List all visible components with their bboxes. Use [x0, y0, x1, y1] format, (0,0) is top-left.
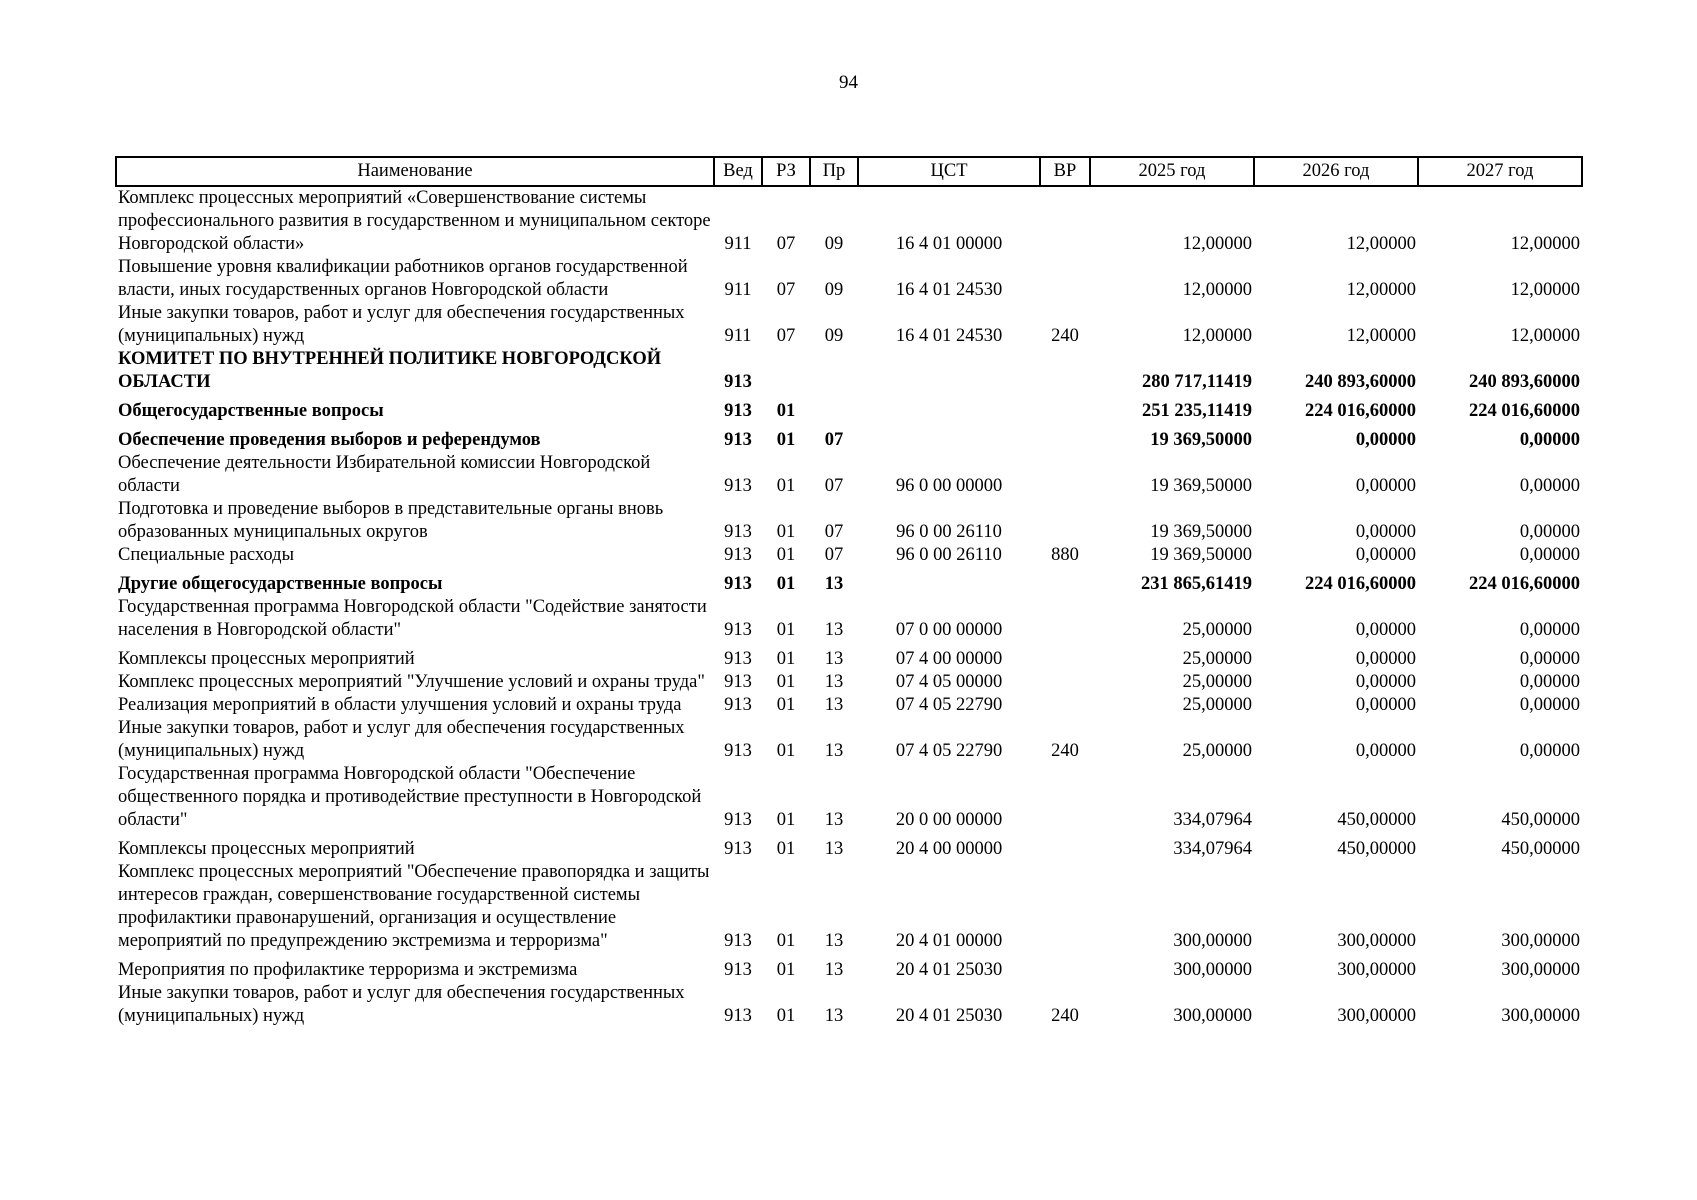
cell-2026: 0,00000: [1355, 620, 1416, 640]
table-row: [116, 394, 1582, 423]
cell-pr: 07: [824, 545, 844, 565]
cell-ved: 911: [724, 234, 752, 254]
cell-vr: [1040, 642, 1090, 671]
cell-pr: 13: [824, 649, 844, 669]
cell-ved: 913: [724, 476, 752, 496]
cell-2027: 224 016,60000: [1469, 574, 1580, 594]
cell-cst: [858, 567, 1040, 596]
table-row: [116, 832, 1582, 861]
cell-vr: [1040, 186, 1090, 256]
cell-vr: [1040, 861, 1090, 953]
cell-name: Повышение уровня квалификации работников органов государственной власти, иных государственных органов Новгородской области: [118, 257, 688, 300]
cell-2025: 251 235,11419: [1142, 401, 1252, 421]
table-row: [116, 763, 1582, 832]
cell-2025: 25,00000: [1182, 741, 1252, 761]
cell-pr: 07: [824, 430, 844, 450]
cell-vr: [1040, 763, 1090, 832]
cell-2025: 25,00000: [1182, 695, 1252, 715]
cell-2025: 300,00000: [1173, 931, 1252, 951]
cell-rz: 01: [776, 839, 796, 859]
cell-ved: 913: [724, 839, 752, 859]
cell-pr: 13: [824, 810, 844, 830]
cell-cst: [858, 423, 1040, 452]
cell-vr: [1040, 596, 1090, 642]
cell-2027: 12,00000: [1510, 234, 1580, 254]
cell-vr: [1040, 394, 1090, 423]
table-row: [116, 953, 1582, 982]
cell-vr: 240: [1051, 1006, 1079, 1026]
cell-pr: 13: [824, 574, 844, 594]
cell-2025: 25,00000: [1182, 620, 1252, 640]
cell-ved: 913: [724, 931, 752, 951]
cell-rz: 01: [776, 1006, 796, 1026]
cell-pr: 07: [824, 522, 844, 542]
cell-cst: 96 0 00 26110: [896, 522, 1002, 542]
cell-name: Комплекс процессных мероприятий «Совершенствование системы профессионального развития в государственном и муниципальном секторе Новгородской области»: [118, 188, 711, 254]
cell-ved: 911: [724, 326, 752, 346]
cell-vr: 880: [1051, 545, 1079, 565]
cell-cst: 96 0 00 26110: [896, 545, 1002, 565]
cell-name: КОМИТЕТ ПО ВНУТРЕННЕЙ ПОЛИТИКЕ НОВГОРОДСКОЙ ОБЛАСТИ: [118, 349, 662, 392]
cell-rz: 01: [776, 522, 796, 542]
cell-vr: [1040, 348, 1090, 394]
cell-2025: 231 865,61419: [1141, 574, 1252, 594]
cell-ved: 911: [724, 280, 752, 300]
cell-2027: 0,00000: [1519, 649, 1580, 669]
cell-2025: 19 369,50000: [1150, 476, 1252, 496]
cell-ved: 913: [724, 545, 752, 565]
cell-2026: 12,00000: [1346, 326, 1416, 346]
cell-cst: 07 4 00 00000: [895, 649, 1003, 669]
cell-rz: 01: [776, 672, 796, 692]
header-pr: Пр: [810, 157, 858, 186]
cell-cst: 16 4 01 24530: [895, 326, 1003, 346]
cell-2025: 12,00000: [1182, 326, 1252, 346]
cell-vr: [1040, 567, 1090, 596]
table-row: [116, 498, 1582, 544]
budget-table: [115, 156, 1583, 1028]
cell-2026: 12,00000: [1346, 234, 1416, 254]
cell-pr: 09: [824, 234, 844, 254]
header-ved: Вед: [714, 157, 762, 186]
cell-cst: 20 4 01 25030: [895, 1006, 1003, 1026]
cell-ved: 913: [724, 574, 752, 594]
cell-cst: 96 0 00 00000: [895, 476, 1003, 496]
cell-rz: 01: [776, 810, 796, 830]
cell-2027: 0,00000: [1519, 545, 1580, 565]
cell-cst: 07 4 05 00000: [895, 672, 1003, 692]
table-row: [116, 982, 1582, 1028]
table-row: [116, 861, 1582, 953]
cell-vr: [1040, 498, 1090, 544]
cell-2027: 0,00000: [1519, 430, 1580, 450]
table-row: [116, 642, 1582, 671]
cell-ved: 913: [724, 1006, 752, 1026]
cell-cst: 16 4 01 00000: [895, 234, 1003, 254]
cell-2027: 240 893,60000: [1469, 372, 1580, 392]
cell-vr: [1040, 256, 1090, 302]
cell-cst: 20 4 01 00000: [895, 931, 1003, 951]
cell-cst: 16 4 01 24530: [895, 280, 1003, 300]
cell-ved: 913: [724, 741, 752, 761]
header-vr: ВР: [1040, 157, 1090, 186]
cell-ved: 913: [724, 649, 752, 669]
cell-name: Общегосударственные вопросы: [118, 401, 384, 421]
cell-2027: 450,00000: [1501, 810, 1580, 830]
cell-2025: 12,00000: [1182, 234, 1252, 254]
cell-2026: 0,00000: [1355, 741, 1416, 761]
cell-ved: 913: [724, 695, 752, 715]
table-row: [116, 567, 1582, 596]
cell-pr: [810, 394, 858, 423]
cell-2025: 19 369,50000: [1150, 522, 1252, 542]
cell-pr: 13: [824, 620, 844, 640]
cell-2027: 12,00000: [1510, 280, 1580, 300]
cell-2025: 19 369,50000: [1150, 545, 1252, 565]
cell-2027: 0,00000: [1519, 620, 1580, 640]
cell-pr: 13: [824, 741, 844, 761]
cell-2027: 0,00000: [1519, 672, 1580, 692]
cell-name: Комплекс процессных мероприятий "Обеспечение правопорядка и защиты интересов граждан, совершенствование государственной системы профилактики правонарушений, организация и осуществление мероприятий по предупреждению экстремизма и терроризма": [118, 862, 710, 951]
cell-2025: 280 717,11419: [1142, 372, 1252, 392]
cell-rz: 01: [776, 960, 796, 980]
cell-ved: 913: [724, 430, 752, 450]
cell-rz: 01: [776, 620, 796, 640]
cell-name: Обеспечение проведения выборов и референдумов: [118, 430, 541, 450]
cell-2025: 300,00000: [1173, 1006, 1252, 1026]
cell-2027: 300,00000: [1501, 931, 1580, 951]
cell-2027: 0,00000: [1519, 476, 1580, 496]
cell-2027: 0,00000: [1519, 522, 1580, 542]
cell-rz: 01: [776, 545, 796, 565]
cell-vr: 240: [1051, 741, 1079, 761]
cell-2025: 334,07964: [1173, 810, 1252, 830]
cell-name: Обеспечение деятельности Избирательной комиссии Новгородской области: [118, 453, 651, 496]
cell-name: Реализация мероприятий в области улучшения условий и охраны труда: [118, 695, 682, 715]
cell-ved: 913: [724, 960, 752, 980]
cell-2026: 0,00000: [1355, 476, 1416, 496]
cell-ved: 913: [724, 620, 752, 640]
table-row: [116, 671, 1582, 694]
cell-2026: 300,00000: [1337, 931, 1416, 951]
cell-name: Мероприятия по профилактике терроризма и экстремизма: [118, 960, 578, 980]
cell-rz: 01: [776, 401, 796, 421]
cell-2027: 224 016,60000: [1469, 401, 1580, 421]
cell-name: Подготовка и проведение выборов в представительные органы вновь образованных муниципальных округов: [118, 499, 664, 542]
cell-2026: 0,00000: [1355, 649, 1416, 669]
cell-2026: 12,00000: [1346, 280, 1416, 300]
cell-name: Комплекс процессных мероприятий "Улучшение условий и охраны труда": [118, 672, 705, 692]
cell-pr: 09: [824, 280, 844, 300]
table-row: [116, 694, 1582, 717]
cell-rz: 01: [776, 574, 796, 594]
cell-name: Иные закупки товаров, работ и услуг для обеспечения государственных (муниципальных) нужд: [118, 303, 685, 346]
cell-2026: 300,00000: [1337, 1006, 1416, 1026]
table-row: [116, 544, 1582, 567]
cell-ved: 913: [724, 522, 752, 542]
cell-name: Специальные расходы: [118, 545, 294, 565]
header-rz: РЗ: [762, 157, 810, 186]
cell-name: Комплексы процессных мероприятий: [118, 649, 415, 669]
cell-ved: 913: [724, 372, 752, 392]
table-header-row: [116, 157, 1582, 186]
cell-pr: 13: [824, 960, 844, 980]
cell-rz: 07: [776, 280, 796, 300]
cell-pr: 13: [824, 695, 844, 715]
cell-vr: [1040, 671, 1090, 694]
cell-2026: 0,00000: [1355, 672, 1416, 692]
cell-cst: 20 4 01 25030: [895, 960, 1003, 980]
table-row: [116, 717, 1582, 763]
cell-name: Иные закупки товаров, работ и услуг для обеспечения государственных (муниципальных) нужд: [118, 718, 685, 761]
cell-2027: 450,00000: [1501, 839, 1580, 859]
cell-name: Государственная программа Новгородской области "Содействие занятости населения в Новгородской области": [118, 597, 707, 640]
cell-cst: 20 0 00 00000: [895, 810, 1003, 830]
cell-2025: 334,07964: [1173, 839, 1252, 859]
cell-cst: 07 0 00 00000: [895, 620, 1003, 640]
cell-2026: 450,00000: [1337, 839, 1416, 859]
cell-cst: 20 4 00 00000: [895, 839, 1003, 859]
cell-2026: 300,00000: [1337, 960, 1416, 980]
cell-pr: [810, 348, 858, 394]
cell-2027: 0,00000: [1519, 741, 1580, 761]
table-row: [116, 596, 1582, 642]
cell-pr: 09: [824, 326, 844, 346]
cell-2025: 300,00000: [1173, 960, 1252, 980]
cell-2027: 0,00000: [1519, 695, 1580, 715]
cell-2026: 224 016,60000: [1305, 574, 1416, 594]
cell-cst: [858, 348, 1040, 394]
cell-vr: [1040, 832, 1090, 861]
cell-rz: 01: [776, 430, 796, 450]
cell-2026: 0,00000: [1355, 545, 1416, 565]
cell-rz: 07: [776, 326, 796, 346]
cell-name: Другие общегосударственные вопросы: [118, 574, 443, 594]
cell-2027: 300,00000: [1501, 1006, 1580, 1026]
cell-2025: 12,00000: [1182, 280, 1252, 300]
cell-vr: [1040, 953, 1090, 982]
table-row: [116, 348, 1582, 394]
cell-ved: 913: [724, 672, 752, 692]
table-row: [116, 186, 1582, 256]
cell-pr: 13: [824, 839, 844, 859]
cell-pr: 07: [824, 476, 844, 496]
cell-pr: 13: [824, 672, 844, 692]
cell-cst: [858, 394, 1040, 423]
cell-rz: [762, 348, 810, 394]
header-cst: ЦСТ: [858, 157, 1040, 186]
cell-name: Иные закупки товаров, работ и услуг для обеспечения государственных (муниципальных) нужд: [118, 983, 685, 1026]
cell-rz: 01: [776, 741, 796, 761]
cell-cst: 07 4 05 22790: [895, 695, 1003, 715]
cell-rz: 01: [776, 931, 796, 951]
cell-2027: 12,00000: [1510, 326, 1580, 346]
cell-rz: 01: [776, 695, 796, 715]
header-name: Наименование: [116, 157, 714, 186]
header-2027: 2027 год: [1418, 157, 1582, 186]
table-row: [116, 256, 1582, 302]
header-2025: 2025 год: [1090, 157, 1254, 186]
cell-pr: 13: [824, 931, 844, 951]
cell-2027: 300,00000: [1501, 960, 1580, 980]
cell-2026: 0,00000: [1355, 695, 1416, 715]
page-number: 94: [839, 72, 858, 93]
cell-vr: [1040, 694, 1090, 717]
table-row: [116, 423, 1582, 452]
cell-rz: 01: [776, 649, 796, 669]
cell-2026: 0,00000: [1355, 430, 1416, 450]
cell-2026: 224 016,60000: [1305, 401, 1416, 421]
cell-rz: 07: [776, 234, 796, 254]
cell-name: Государственная программа Новгородской области "Обеспечение общественного порядка и противодействие преступности в Новгородской области": [118, 764, 702, 830]
cell-ved: 913: [724, 401, 752, 421]
cell-vr: 240: [1051, 326, 1079, 346]
header-2026: 2026 год: [1254, 157, 1418, 186]
cell-2025: 25,00000: [1182, 672, 1252, 692]
table-row: [116, 452, 1582, 498]
cell-vr: [1040, 452, 1090, 498]
cell-ved: 913: [724, 810, 752, 830]
cell-pr: 13: [824, 1006, 844, 1026]
table-row: [116, 302, 1582, 348]
cell-cst: 07 4 05 22790: [895, 741, 1003, 761]
cell-2026: 0,00000: [1355, 522, 1416, 542]
cell-vr: [1040, 423, 1090, 452]
cell-2026: 450,00000: [1337, 810, 1416, 830]
cell-2026: 240 893,60000: [1305, 372, 1416, 392]
cell-2025: 25,00000: [1182, 649, 1252, 669]
cell-rz: 01: [776, 476, 796, 496]
cell-2025: 19 369,50000: [1150, 430, 1252, 450]
cell-name: Комплексы процессных мероприятий: [118, 839, 415, 859]
